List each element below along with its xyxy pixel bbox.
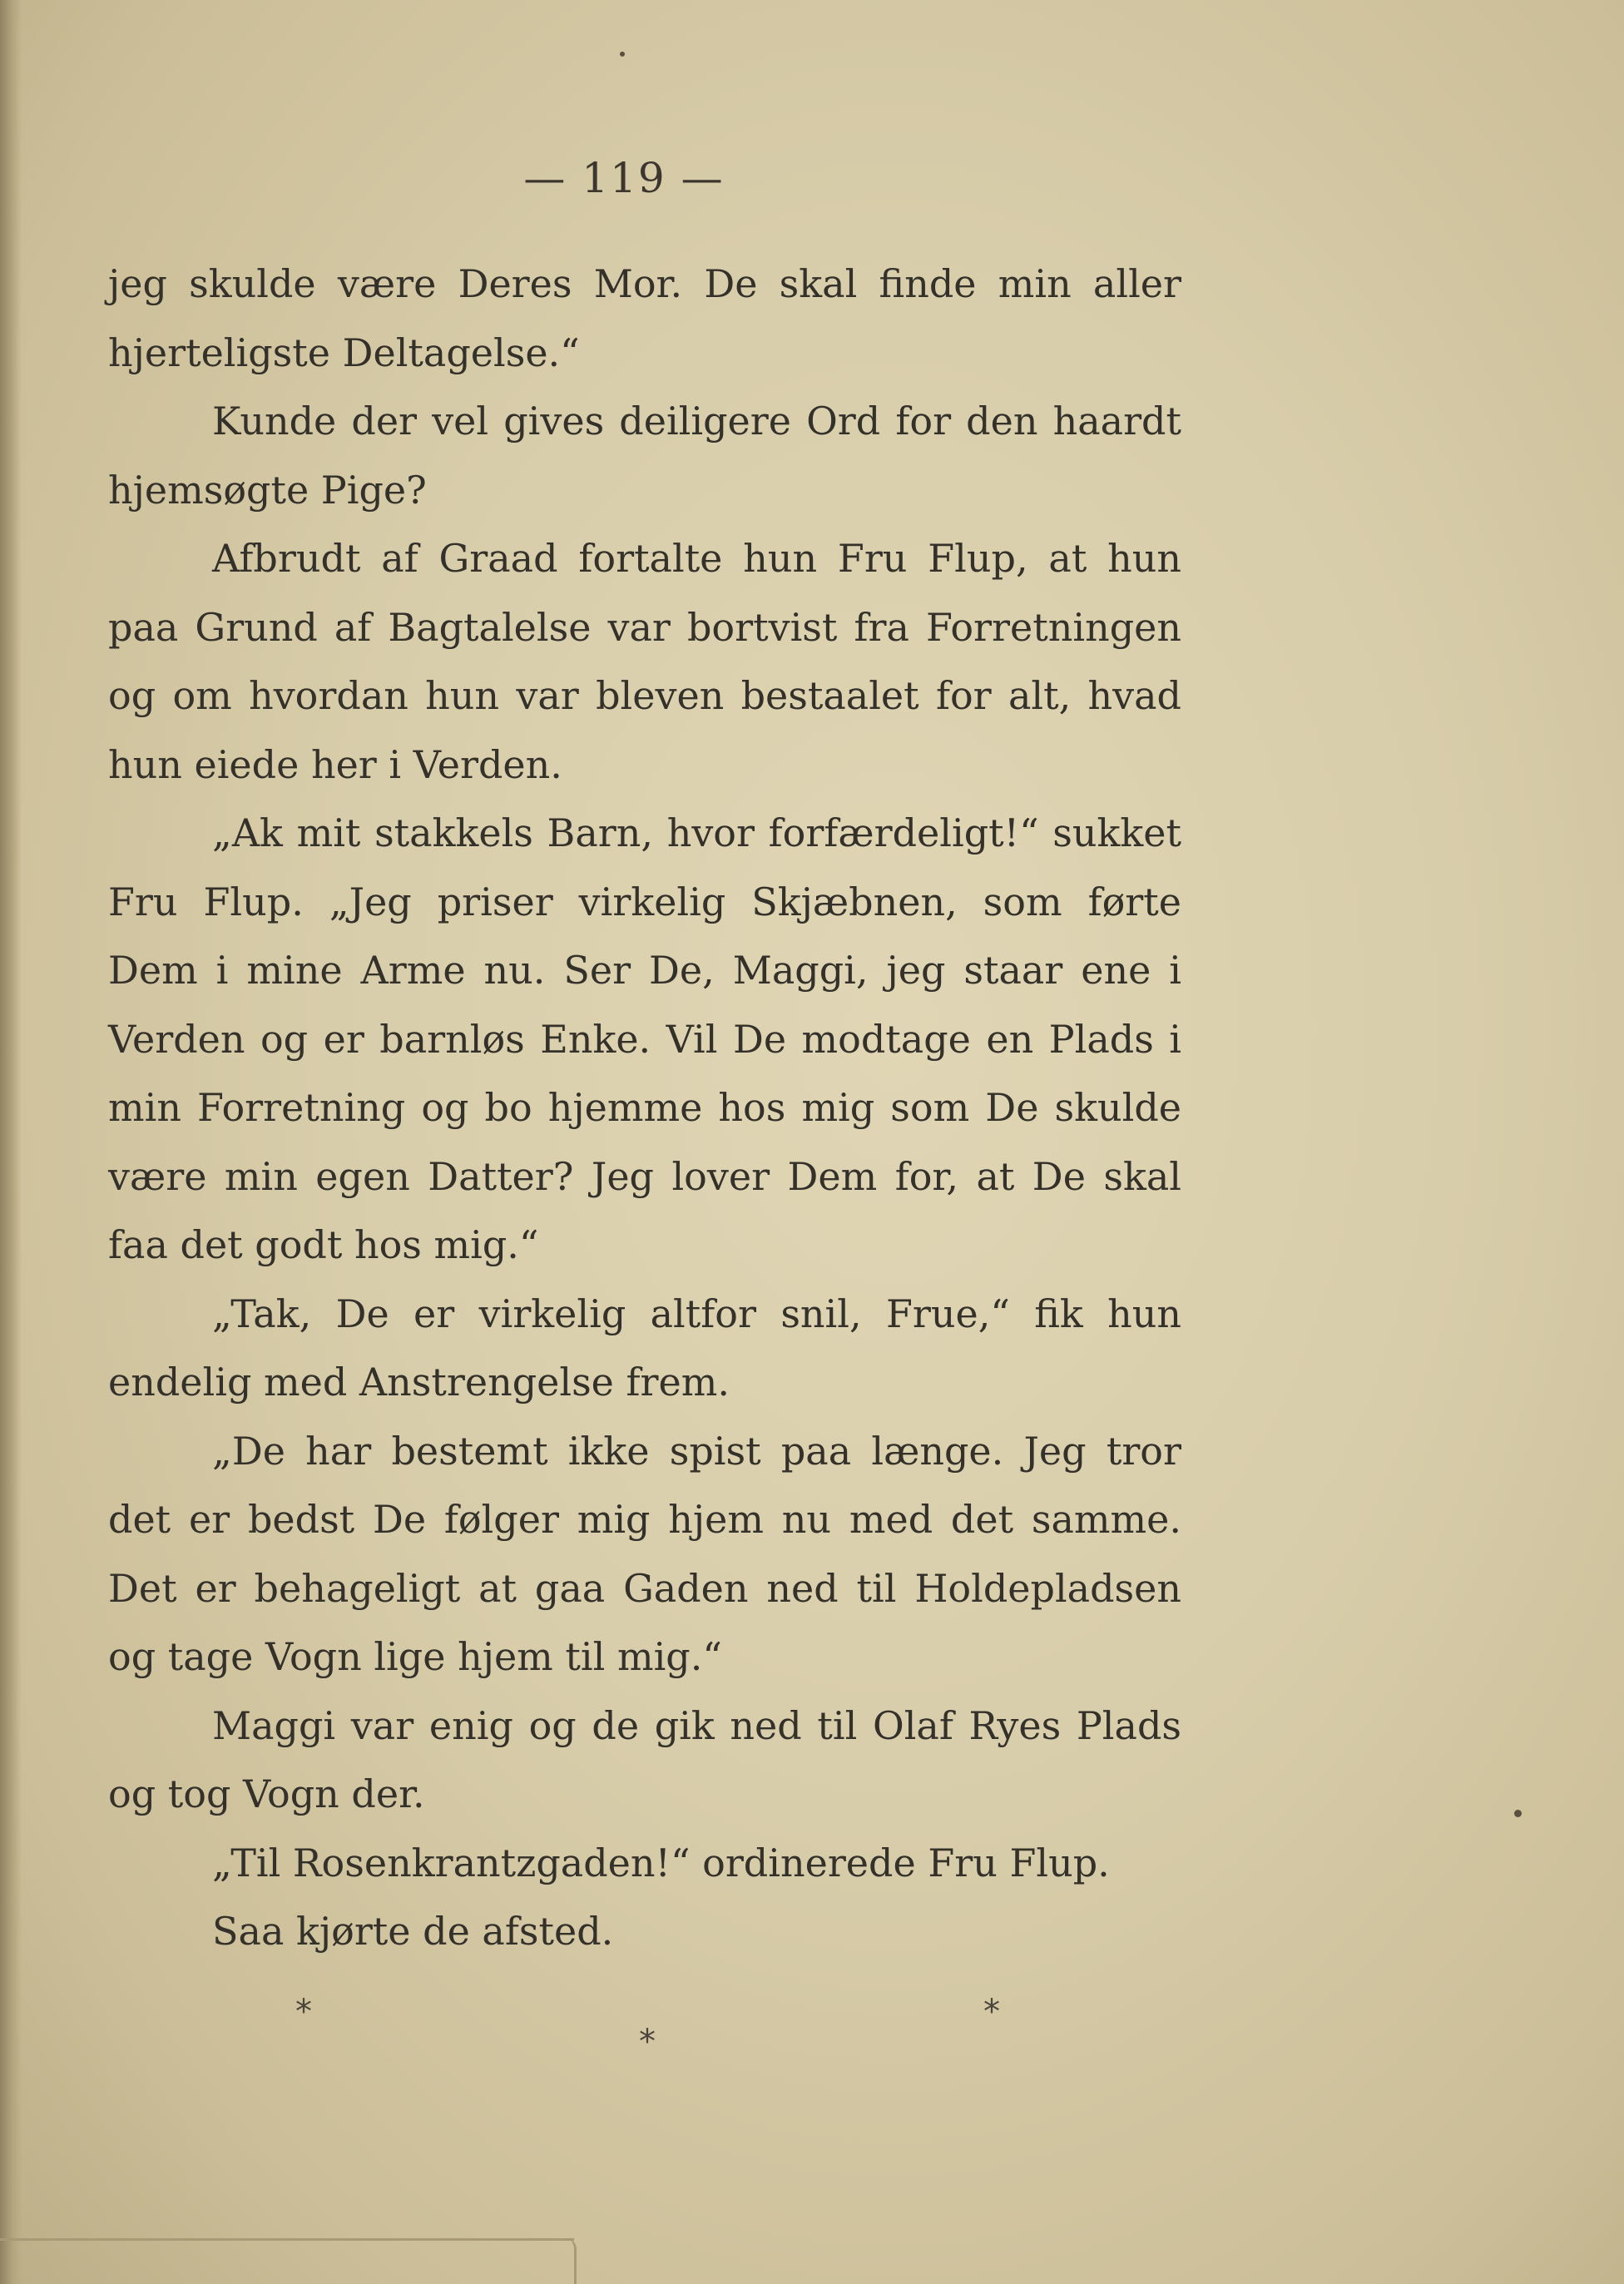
paragraph: „Til Rosenkrantzgaden!“ ordinerede Fru Flup. <box>212 1840 1110 1885</box>
section-separator <box>0 1993 1624 2059</box>
page-number: — 119 — <box>523 154 725 202</box>
paragraph: „Tak, De er virkelig altfor snil, Frue,“ fik hun endelig med Anstrengelse frem. <box>108 1291 1181 1405</box>
separator-star: * <box>295 1993 312 2031</box>
paragraph: jeg skulde være Deres Mor. De skal finde min aller hjerteligste Deltagelse.“ <box>108 261 1181 375</box>
separator-star: * <box>639 2023 656 2061</box>
body-text <box>108 250 1181 1966</box>
paragraph: Afbrudt af Graad fortalte hun Fru Flup, at hun paa Grund af Bagtalelse var bortvist fra Forretningen og om hvordan hun var bleven bestaalet for alt, hvad hun eiede her i Verden. <box>108 536 1181 787</box>
paragraph: Maggi var enig og de gik ned til Olaf Ryes Plads og tog Vogn der. <box>108 1702 1181 1816</box>
paragraph: „De har bestemt ikke spist paa længe. Jeg tror det er bedst De følger mig hjem nu med det samme. Det er behageligt at gaa Gaden ned til Holdepladsen og tage Vogn lige hjem til mig.“ <box>108 1428 1181 1679</box>
paper-speck <box>1514 1810 1522 1817</box>
bottom-rule <box>0 2238 574 2241</box>
paragraph: „Ak mit stakkels Barn, hvor forfærdeligt!“ sukket Fru Flup. „Jeg priser virkelig Skjæbnen, som førte Dem i mine Arme nu. Ser De, Maggi, jeg staar ene i Verden og er barnløs Enke. Vil De modtage en Plads i min Forretning og bo hjemme hos mig som De skulde være min egen Datter? Jeg lover Dem for, at De skal faa det godt hos mig.“ <box>108 810 1181 1267</box>
paragraph: Kunde der vel gives deiligere Ord for den haardt hjemsøgte Pige? <box>108 399 1181 513</box>
paragraph: Saa kjørte de afsted. <box>212 1909 614 1954</box>
bottom-rule-end <box>566 2238 577 2284</box>
binding-edge <box>0 0 22 2284</box>
paper-speck <box>620 52 625 57</box>
separator-star: * <box>983 1993 1000 2031</box>
